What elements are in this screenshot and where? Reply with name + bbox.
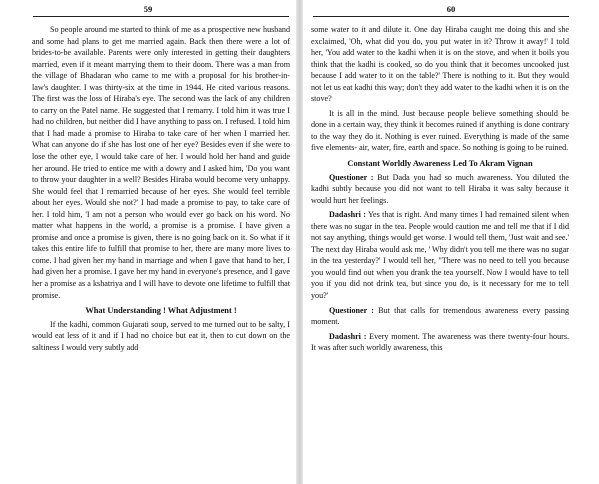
dialogue-text: But that calls for tremendous awareness every passing moment. [311,305,570,327]
page-number: 60 [446,4,456,14]
dialogue-text: But Dada you had so much awareness. You diluted the kadhi subtly because you did not want to tell Hiraba it was salty because it would hurt her feelings. [311,172,569,205]
dialogue-text: Yes that is right. And many times I had remained silent when there was no sugar in the tea. People would caution me and tell me that if I did not say anything, things would get worse. I would tell them, 'Just wait and see.' The next day Hiraba would ask me, ' Why didn't you tell me there was no sugar in the tea yesterday?' I would tell her, "There was no need to tell you because you would find out when you drank the tea yourself. Now I would have to tell you if you did not drink tea, but since you do, is it necessary for me to tell you?' [311,210,570,301]
dialogue-paragraph [311,331,569,354]
dialogue-text: Every moment. The awareness was there twenty-four hours. It was after such worldly awareness, this [311,331,569,353]
paragraph: some water to it and dilute it. One day Hiraba caught me doing this and she exclaimed, 'Oh, what did you do, you put water in it? Throw it away!' I told her, 'You add water to the kadhi when it is on the stove, and when it boils you think that the kadhi is cooked, so do you think that it becomes uncooked just because I add water to it on the table?' There is nothing to it. But they would not let us eat kadhi this way; don't they add water to the kadhi when it is on the stove? [311,25,569,104]
dialogue-paragraph [311,305,569,328]
left-page [0,0,296,484]
dialogue-paragraph [311,209,569,301]
paragraph: It is all in the mind. Just because people believe something should be done in a certain way, they think it becomes ruined if anything is done contrary to the way they do it. Nothing is ever ruined. Everything is made of the same five elements- air, water, fire, earth and space. So nothing is going to be ruined. [311,108,569,153]
paragraph: So people around me started to think of me as a prospective new husband and some had plans to get me married again. Back then there were a lot of brides-to-be available. Parents were only interested in getting their daughters married, even if it meant marrying them to their doom. There was a man from the village of Bhadaran who came to me with a proposal for his brother-in-law's daughter. I was thirty-six at the time in 1944. He cited various reasons. The first was the loss of Hiraba's eye. The second was the lack of any children to carry on the Patel name. He suggested that I remarry. I told him it was true I had no children, but neither did I have anything to pass on. I refused. I told him that I had made a promise to Hiraba to take care of her when I married her. What can anyone do if she has lost one of her eye? Besides even if she were to lose the other eye, I would take care of her. I would hold her hand and guide her around. He tried to entice me with a dowry and I asked him, 'Do you want to throw your daughter in a well? Besides Hiraba would become very unhappy. She would feel that I remarried because of her eyes. She would feel terrible about her eyes. Would she not?' I had made a promise to pay, to take care of her. I told him, 'I am not a person who would ever go back on his word. No matter what happens in the world, a promise is a promise. I have given a promise and once a promise is given, there is no going back on it. So what if it takes this entire life to fulfill that promise to her, there are many more lives to come. I had given her my hand in marriage and when I gave that hand to her, I had given her a promise. I gave her my hand in everyone's presence, and I gave her a promise as a kshatriya and I will have to devote one lifetime to fulfill that promise. [32,25,290,300]
right-page [303,0,599,484]
header-rule [33,16,289,17]
section-heading: Constant Worldly Awareness Led To Akram Vignan [347,159,533,169]
page-number: 59 [143,4,153,14]
header-rule [313,16,569,17]
speaker-label: Dadashri : [329,210,366,220]
speaker-label: Questioner : [329,305,374,315]
speaker-label: Questioner : [329,172,374,182]
page-body [311,24,569,354]
page-body [32,24,290,353]
paragraph: If the kadhi, common Gujarati soup, served to me turned out to be salty, I would eat less of it and if I had no choice but eat it, then to cut down on the saltiness I would very subtly add [32,319,290,352]
dialogue-paragraph [311,172,569,207]
section-heading: What Understanding ! What Adjustment ! [85,306,237,316]
speaker-label: Dadashri : [329,331,367,341]
book-gutter [296,0,303,484]
